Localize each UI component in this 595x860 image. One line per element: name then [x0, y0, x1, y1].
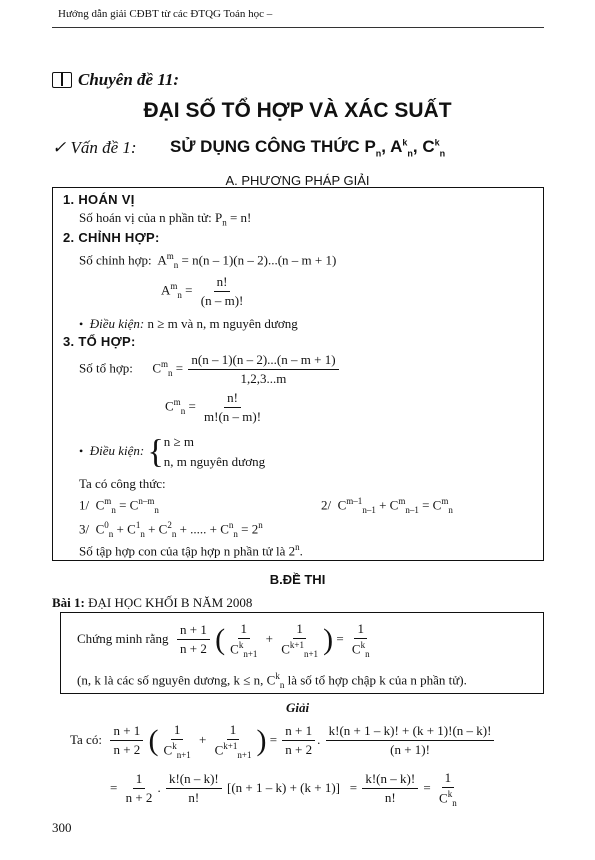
topic-heading — [52, 70, 179, 90]
to-hop-condition: • Điều kiện: {n ≥ m n, m nguyên dương — [79, 433, 266, 471]
subset-text: Số tập hợp con của tập hợp n phần tử là 2$^n$. — [79, 542, 303, 559]
problem-1-heading: Bài 1: ĐẠI HỌC KHỐI B NĂM 2008 — [52, 595, 253, 610]
formula-2: 2/ $C^{m-1}_{n-1} + C^m_{n-1} = C^m_n$ — [321, 496, 453, 515]
hoan-vi-text: Số hoán vị của n phần tử: $P_n = n$! — [79, 210, 252, 228]
problem-statement: Chứng minh rằng $\frac{n + 1}{n + 2}$ ( $\frac{1}{C^k_{n+1}}$ + $\frac{1}{C^{k+1}_{n+1}}$ ) = $\frac{1}{C^k_n}$ — [77, 621, 370, 659]
issue-title: SỬ DỤNG CÔNG THỨC $P_n$, $A^k_n$, $C^k_n$ — [170, 137, 446, 159]
page-number: 300 — [52, 820, 72, 835]
section-b-heading: B.ĐỀ THI — [269, 572, 326, 587]
topic-label: Chuyên đề 11: — [78, 70, 180, 89]
chinh-hop-formula-1: Số chỉnh hợp: $A^m_n = n(n - 1)(n - 2)...(n - m + 1)$ — [79, 251, 337, 270]
theory-box — [52, 187, 544, 561]
formulas-intro: Ta có công thức: — [79, 476, 166, 491]
problem-box — [60, 612, 544, 694]
formula-3: 3/ $C^0_n + C^1_n + C^2_n$ + ..... + $C^n_n = 2^n$ — [79, 520, 263, 539]
running-header: Hướng dẫn giải CĐBT từ các ĐTQG Toán học – — [58, 8, 273, 20]
issue-heading — [52, 138, 137, 158]
chinh-hop-condition: • Điều kiện: n ≥ m và n, m nguyên dương — [79, 316, 298, 331]
chinh-hop-heading: 2. CHỈNH HỢP: — [63, 230, 160, 245]
book-icon — [52, 72, 72, 88]
hoan-vi-heading: 1. HOÁN VỊ — [63, 192, 135, 207]
to-hop-formula-1: Số tổ hợp: $C^m_n$ = $\frac{n(n - 1)(n - 2)...(n - m + 1)}{1,2,3...m}$ — [79, 352, 341, 387]
to-hop-formula-2: $C^m_n$ = $\frac{n!}{m!(n - m)!}$ — [165, 390, 262, 424]
section-a-heading: A. PHƯƠNG PHÁP GIẢI — [225, 173, 370, 188]
chinh-hop-formula-2: $A^m_n$ = $\frac{n!}{(n - m)!}$ — [161, 274, 244, 308]
page-title: ĐẠI SỐ TỔ HỢP VÀ XÁC SUẤT — [143, 99, 452, 122]
solution-line-2: = $\frac{1}{n + 2}$ . $\frac{k!(n - k)!}{n!}$ [(n + 1 – k) + (k + 1)] = $\frac{k!(n - k)!}{n!}$ = $\frac{1}{C^k_n}$ — [110, 770, 457, 808]
problem-note: (n, k là các số nguyên dương, k ≤ n, $C^k_n$ là số tổ hợp chập k của n phần tử). — [77, 671, 467, 690]
to-hop-heading: 3. TỔ HỢP: — [63, 334, 136, 349]
check-icon: ✓ — [52, 138, 67, 157]
solution-heading: Giải — [285, 700, 310, 715]
formula-1: 1/ $C^m_n = C^{n-m}_n$ — [79, 496, 159, 515]
issue-label: Vấn đề 1: — [70, 138, 137, 157]
header-rule — [52, 27, 544, 28]
solution-line-1: Ta có: $\frac{n + 1}{n + 2}$ ( $\frac{1}{C^k_{n+1}}$ + $\frac{1}{C^{k+1}_{n+1}}$ ) = $\frac{n + 1}{n + 2}$ . $\frac{k!(n + 1 - k)! + (k + 1)!(n - k)!}{(n + 1)!}$ — [70, 722, 496, 760]
